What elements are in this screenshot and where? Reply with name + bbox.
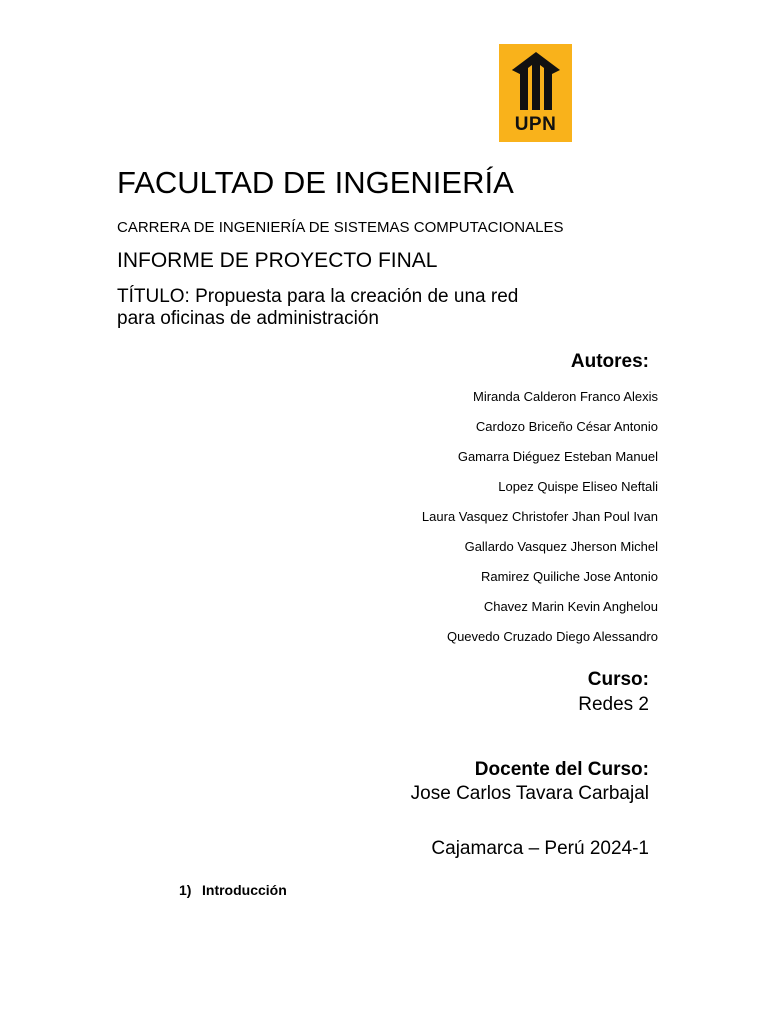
course-label: Curso: bbox=[587, 669, 649, 690]
career-subtitle: CARRERA DE INGENIERÍA DE SISTEMAS COMPUTACIONALES bbox=[117, 219, 564, 236]
course-value: Redes 2 bbox=[578, 694, 649, 715]
author-name: Ramirez Quiliche Jose Antonio bbox=[480, 569, 658, 584]
section-number: 1) bbox=[179, 882, 192, 898]
teacher-value: Jose Carlos Tavara Carbajal bbox=[410, 783, 649, 804]
report-type: INFORME DE PROYECTO FINAL bbox=[117, 249, 438, 272]
author-name: Lopez Quispe Eliseo Neftali bbox=[498, 479, 658, 494]
section-title: Introducción bbox=[202, 882, 287, 898]
author-name: Cardozo Briceño César Antonio bbox=[475, 419, 658, 434]
teacher-label: Docente del Curso: bbox=[474, 759, 649, 780]
author-name: Chavez Marin Kevin Anghelou bbox=[483, 599, 658, 614]
author-name: Laura Vasquez Christofer Jhan Poul Ivan bbox=[421, 509, 658, 524]
logo-text: UPN bbox=[514, 114, 557, 135]
authors-heading: Autores: bbox=[570, 351, 649, 372]
place-date: Cajamarca – Perú 2024-1 bbox=[431, 838, 649, 859]
upn-arrow-icon bbox=[499, 44, 572, 114]
faculty-heading: FACULTAD DE INGENIERÍA bbox=[117, 165, 514, 200]
title-line-1: TÍTULO: Propuesta para la creación de una red bbox=[117, 286, 519, 307]
author-name: Miranda Calderon Franco Alexis bbox=[473, 389, 658, 404]
project-title bbox=[117, 286, 577, 330]
section-heading bbox=[179, 881, 287, 899]
author-name: Gallardo Vasquez Jherson Michel bbox=[464, 539, 658, 554]
author-name: Quevedo Cruzado Diego Alessandro bbox=[446, 629, 658, 644]
upn-logo bbox=[499, 44, 572, 142]
authors-list bbox=[258, 386, 658, 656]
title-line-2: para oficinas de administración bbox=[117, 308, 379, 329]
author-name: Gamarra Diéguez Esteban Manuel bbox=[457, 449, 658, 464]
